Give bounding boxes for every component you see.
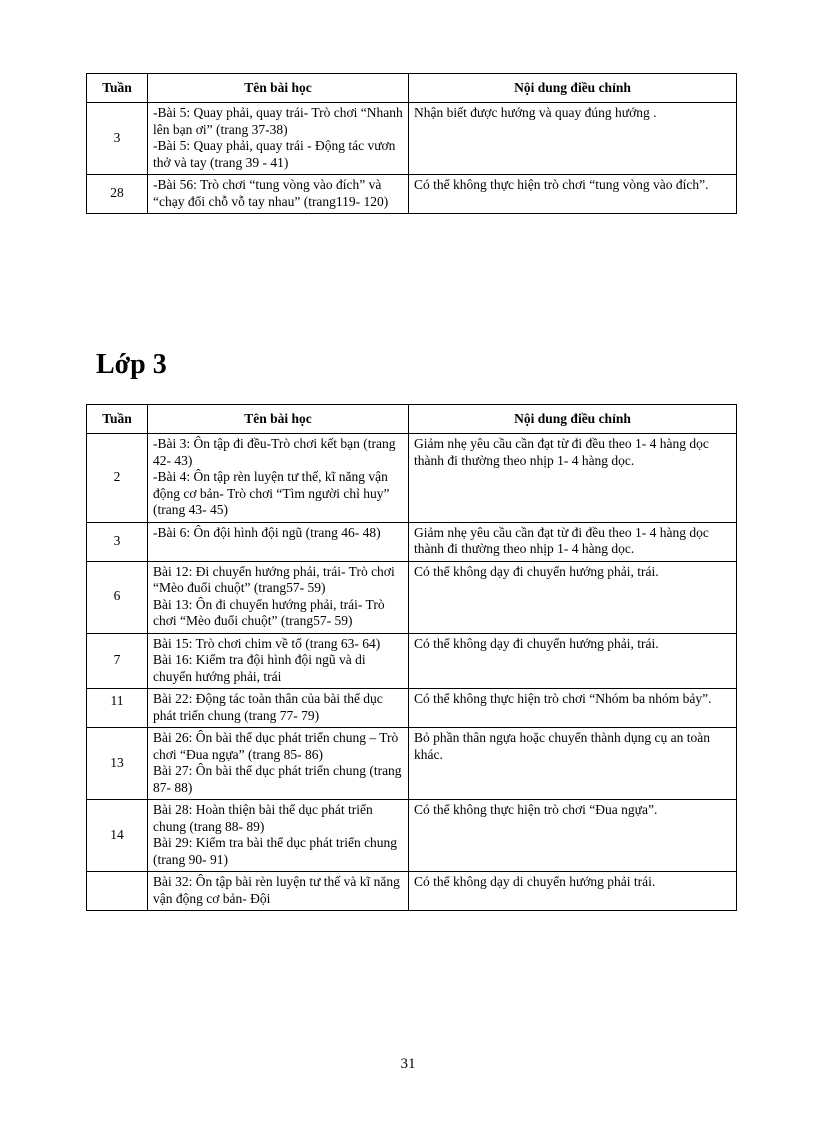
lesson-entry: Bài 13: Ôn đi chuyển hướng phải, trái- Trò chơi “Mèo đuổi chuột” (trang57- 59) <box>153 596 385 628</box>
lesson-entry: -Bài 4: Ôn tập rèn luyện tư thế, kĩ năng vận động cơ bản- Trò chơi “Tìm người chỉ huy” (trang 43- 45) <box>153 469 390 517</box>
lesson-cell <box>148 434 409 523</box>
lesson-cell <box>148 872 409 911</box>
table-row <box>87 800 737 872</box>
table-body <box>87 103 737 214</box>
table-row <box>87 522 737 561</box>
adjustment-cell: Có thể không thực hiện trò chơi “Nhóm ba nhóm bảy”. <box>409 689 737 728</box>
table-row <box>87 689 737 728</box>
lesson-entry: Bài 27: Ôn bài thể dục phát triển chung (trang 87- 88) <box>153 763 402 795</box>
table-row <box>87 728 737 800</box>
lesson-entry: Bài 16: Kiểm tra đội hình đội ngũ và di chuyển hướng phải, trái <box>153 652 366 684</box>
adjustment-cell: Nhận biết được hướng và quay đúng hướng . <box>409 103 737 175</box>
table-row <box>87 561 737 633</box>
week-cell <box>87 872 148 911</box>
adjustment-cell: Có thể không dạy đi chuyển hướng phải, trái. <box>409 561 737 633</box>
week-cell: 11 <box>87 689 148 728</box>
header-adjustment: Nội dung điều chỉnh <box>409 405 737 434</box>
header-lesson-name: Tên bài học <box>148 405 409 434</box>
week-cell: 3 <box>87 522 148 561</box>
week-cell: 3 <box>87 103 148 175</box>
lesson-entry: Bài 12: Đi chuyển hướng phải, trái- Trò chơi “Mèo đuổi chuột” (trang57- 59) <box>153 563 395 595</box>
page-number: 31 <box>400 1056 416 1072</box>
adjustment-cell: Bỏ phần thân ngựa hoặc chuyển thành dụng cụ an toàn khác. <box>409 728 737 800</box>
lesson-cell <box>148 728 409 800</box>
adjustment-cell: Có thể không thực hiện trò chơi “Đua ngựa”. <box>409 800 737 872</box>
header-week: Tuần <box>87 405 148 434</box>
week-cell: 2 <box>87 434 148 523</box>
table-row <box>87 103 737 175</box>
table-body <box>87 434 737 911</box>
lesson-cell <box>148 800 409 872</box>
adjustment-cell: Có thể không dạy di chuyển hướng phải trái. <box>409 872 737 911</box>
lesson-cell <box>148 633 409 689</box>
lesson-entry: -Bài 6: Ôn đội hình đội ngũ (trang 46- 48) <box>153 524 381 540</box>
lesson-cell <box>148 561 409 633</box>
adjustment-cell: Giảm nhẹ yêu cầu cần đạt từ đi đều theo 1- 4 hàng dọc thành đi thường theo nhịp 1- 4 hàng dọc. <box>409 522 737 561</box>
adjustment-cell: Giảm nhẹ yêu cầu cần đạt từ đi đều theo 1- 4 hàng dọc thành đi thường theo nhịp 1- 4 hàng dọc. <box>409 434 737 523</box>
lesson-entry: Bài 28: Hoàn thiện bài thể dục phát triển chung (trang 88- 89) <box>153 802 373 834</box>
lesson-entry: Bài 26: Ôn bài thể dục phát triển chung – Trò chơi “Đua ngựa” (trang 85- 86) <box>153 730 399 762</box>
lesson-entry: Bài 32: Ôn tập bài rèn luyện tư thế và kĩ năng vận động cơ bản- Đội <box>153 874 400 906</box>
adjustment-cell: Có thể không dạy đi chuyển hướng phải, trái. <box>409 633 737 689</box>
lesson-cell <box>148 522 409 561</box>
lesson-cell <box>148 103 409 175</box>
table-row <box>87 434 737 523</box>
adjustment-cell: Có thể không thực hiện trò chơi “tung vòng vào đích”. <box>409 175 737 214</box>
table-row <box>87 175 737 214</box>
table-grade-3 <box>86 404 737 911</box>
lesson-cell <box>148 689 409 728</box>
table-grade-2-continued <box>86 73 737 214</box>
lesson-entry: -Bài 3: Ôn tập đi đều-Trò chơi kết bạn (trang 42- 43) <box>153 436 396 468</box>
lesson-entry: Bài 22: Động tác toàn thân của bài thể dục phát triển chung (trang 77- 79) <box>153 691 383 723</box>
lesson-entry: -Bài 5: Quay phải, quay trái - Động tác vươn thở và tay (trang 39 - 41) <box>153 138 396 170</box>
week-cell: 13 <box>87 728 148 800</box>
section-title: Lớp 3 <box>96 349 167 380</box>
lesson-cell <box>148 175 409 214</box>
table-row <box>87 633 737 689</box>
lesson-entry: -Bài 56: Trò chơi “tung vòng vào đích” và “chạy đổi chỗ vỗ tay nhau” (trang119- 120) <box>153 177 389 209</box>
week-cell: 6 <box>87 561 148 633</box>
header-adjustment: Nội dung điều chỉnh <box>409 74 737 103</box>
lesson-entry: -Bài 5: Quay phải, quay trái- Trò chơi “Nhanh lên bạn ơi” (trang 37-38) <box>153 105 403 137</box>
header-week: Tuần <box>87 74 148 103</box>
week-cell: 14 <box>87 800 148 872</box>
week-cell: 28 <box>87 175 148 214</box>
week-cell: 7 <box>87 633 148 689</box>
lesson-entry: Bài 29: Kiểm tra bài thể dục phát triển chung (trang 90- 91) <box>153 835 398 867</box>
table-row <box>87 872 737 911</box>
lesson-entry: Bài 15: Trò chơi chim về tổ (trang 63- 64) <box>153 635 381 651</box>
table-header-row <box>87 405 737 434</box>
header-lesson-name: Tên bài học <box>148 74 409 103</box>
table-header-row <box>87 74 737 103</box>
